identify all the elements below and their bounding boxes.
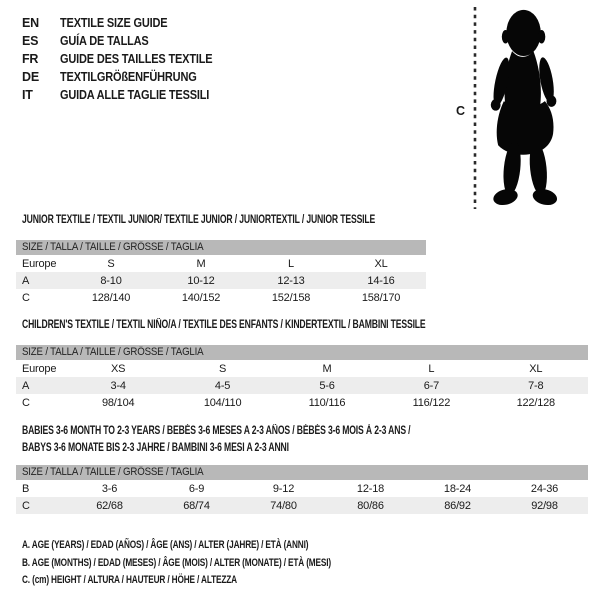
cell: 74/80: [270, 499, 297, 512]
baby-height-figure: [450, 4, 598, 212]
cell: 116/122: [412, 396, 451, 409]
size-header-text: SIZE / TALLA / TAILLE / GRÖSSE / TAGLIA: [22, 466, 204, 478]
language-title: GUIDA ALLE TAGLIE TESSILI: [60, 88, 210, 102]
childrens-textile-section: [16, 319, 588, 411]
row-label: A: [22, 379, 30, 392]
cell: L: [428, 362, 435, 375]
note-age-months-text: B. AGE (MONTHS) / EDAD (MESES) / ÂGE (MOIS) / ALTER (MONATE) / ETÀ (MESI): [22, 556, 331, 569]
size-header-bar: [16, 345, 588, 360]
language-code: ES: [22, 34, 39, 48]
size-header-bar: [16, 240, 426, 255]
cell: 24-36: [530, 482, 559, 495]
row-label: Europe: [22, 362, 57, 375]
cell: M: [322, 362, 332, 375]
cell: 98/104: [101, 396, 135, 409]
row-label: C: [22, 499, 30, 512]
cell: XL: [374, 257, 388, 270]
table-row: [16, 272, 426, 289]
note-height-cm: [22, 572, 434, 590]
language-item: [22, 50, 233, 68]
babies-textile-section: [16, 423, 588, 514]
cell: 68/74: [183, 499, 210, 512]
note-age-years: [22, 537, 434, 555]
cell: S: [219, 362, 227, 375]
size-header-bar: [16, 465, 588, 480]
cell: 80/86: [357, 499, 384, 512]
language-title: TEXTILE SIZE GUIDE: [60, 16, 168, 30]
language-code: DE: [22, 70, 39, 84]
childrens-table-title-text: CHILDREN'S TEXTILE / TEXTIL NIÑO/A / TEXTILE DES ENFANTS / KINDERTEXTIL / BAMBINI TESSILE: [22, 319, 426, 331]
cell: 14-16: [367, 274, 395, 287]
cell: 12-13: [277, 274, 305, 287]
table-row: [16, 255, 426, 272]
cell: 110/116: [308, 396, 346, 409]
language-list: [22, 14, 233, 104]
cell: 12-18: [356, 482, 385, 495]
junior-textile-section: [16, 214, 426, 306]
language-code: IT: [22, 88, 33, 102]
language-code: FR: [22, 52, 39, 66]
childrens-size-table: [16, 360, 588, 411]
cell: 158/170: [361, 291, 401, 304]
language-item: [22, 86, 233, 104]
cell: 92/98: [531, 499, 558, 512]
cell: 122/128: [516, 396, 555, 409]
note-height-cm-text: C. (cm) HEIGHT / ALTURA / HAUTEUR / HÖHE / ALTEZZA: [22, 574, 237, 586]
note-age-months: [22, 555, 434, 573]
table-row: [16, 377, 588, 394]
note-age-years-text: A. AGE (YEARS) / EDAD (AÑOS) / ÂGE (ANS) / ALTER (JAHRE) / ETÀ (ANNI): [22, 539, 309, 551]
table-row: [16, 289, 426, 306]
cell: S: [107, 257, 115, 270]
babies-table-title: [16, 423, 588, 457]
cell: L: [288, 257, 294, 270]
language-code: EN: [22, 16, 39, 30]
cell: 9-12: [272, 482, 295, 495]
cell: 4-5: [214, 379, 231, 392]
baby-silhouette-svg: [450, 4, 598, 212]
baby-silhouette: [490, 10, 558, 207]
cell: 152/158: [271, 291, 311, 304]
junior-size-table: [16, 255, 426, 306]
cell: 10-12: [187, 274, 215, 287]
babies-table-title-line2: BABYS 3-6 MONATE BIS 2-3 JAHRE / BAMBINI 3-6 MESI A 2-3 ANNI: [22, 442, 289, 454]
language-item: [22, 14, 233, 32]
junior-table-title-text: JUNIOR TEXTILE / TEXTIL JUNIOR/ TEXTILE JUNIOR / JUNIORTEXTIL / JUNIOR TESSILE: [22, 214, 376, 226]
cell: XL: [529, 362, 543, 375]
row-label: C: [22, 396, 30, 409]
cell: 6-9: [188, 482, 205, 495]
cell: 3-4: [110, 379, 126, 392]
cell: 18-24: [443, 482, 472, 495]
cell: 62/68: [96, 499, 123, 512]
babies-table-title-line1: BABIES 3-6 MONTH TO 2-3 YEARS / BEBÉS 3-6 MESES A 2-3 AÑOS / BÉBÉS 3-6 MOIS À 2-3 ANS /: [22, 425, 411, 437]
cell: 7-8: [528, 379, 544, 392]
table-row: [16, 497, 588, 514]
cell: 86/92: [444, 499, 471, 512]
height-label-c: C: [456, 104, 465, 118]
table-row: [16, 394, 588, 411]
language-title: GUÍA DE TALLAS: [60, 34, 149, 48]
cell: 6-7: [423, 379, 440, 392]
row-label: C: [22, 291, 30, 304]
size-header-text: SIZE / TALLA / TAILLE / GRÖSSE / TAGLIA: [22, 241, 204, 253]
language-title: GUIDE DES TAILLES TEXTILE: [60, 52, 213, 66]
cell: 104/110: [203, 396, 242, 409]
cell: 140/152: [181, 291, 221, 304]
cell: 128/140: [91, 291, 131, 304]
cell: XS: [111, 362, 126, 375]
cell: 3-6: [101, 482, 118, 495]
row-label: B: [22, 482, 30, 495]
language-item: [22, 32, 233, 50]
language-item: [22, 68, 233, 86]
row-label: Europe: [22, 257, 57, 270]
babies-size-table: [16, 480, 588, 514]
cell: 8-10: [100, 274, 122, 287]
table-row: [16, 360, 588, 377]
size-header-text: SIZE / TALLA / TAILLE / GRÖSSE / TAGLIA: [22, 346, 204, 358]
childrens-table-title: [16, 319, 588, 332]
language-title: TEXTILGRÖßENFÜHRUNG: [60, 70, 197, 84]
legend-notes: [22, 537, 434, 590]
row-label: A: [22, 274, 30, 287]
junior-table-title: [16, 214, 426, 227]
table-row: [16, 480, 588, 497]
cell: 5-6: [319, 379, 335, 392]
cell: M: [196, 257, 206, 270]
